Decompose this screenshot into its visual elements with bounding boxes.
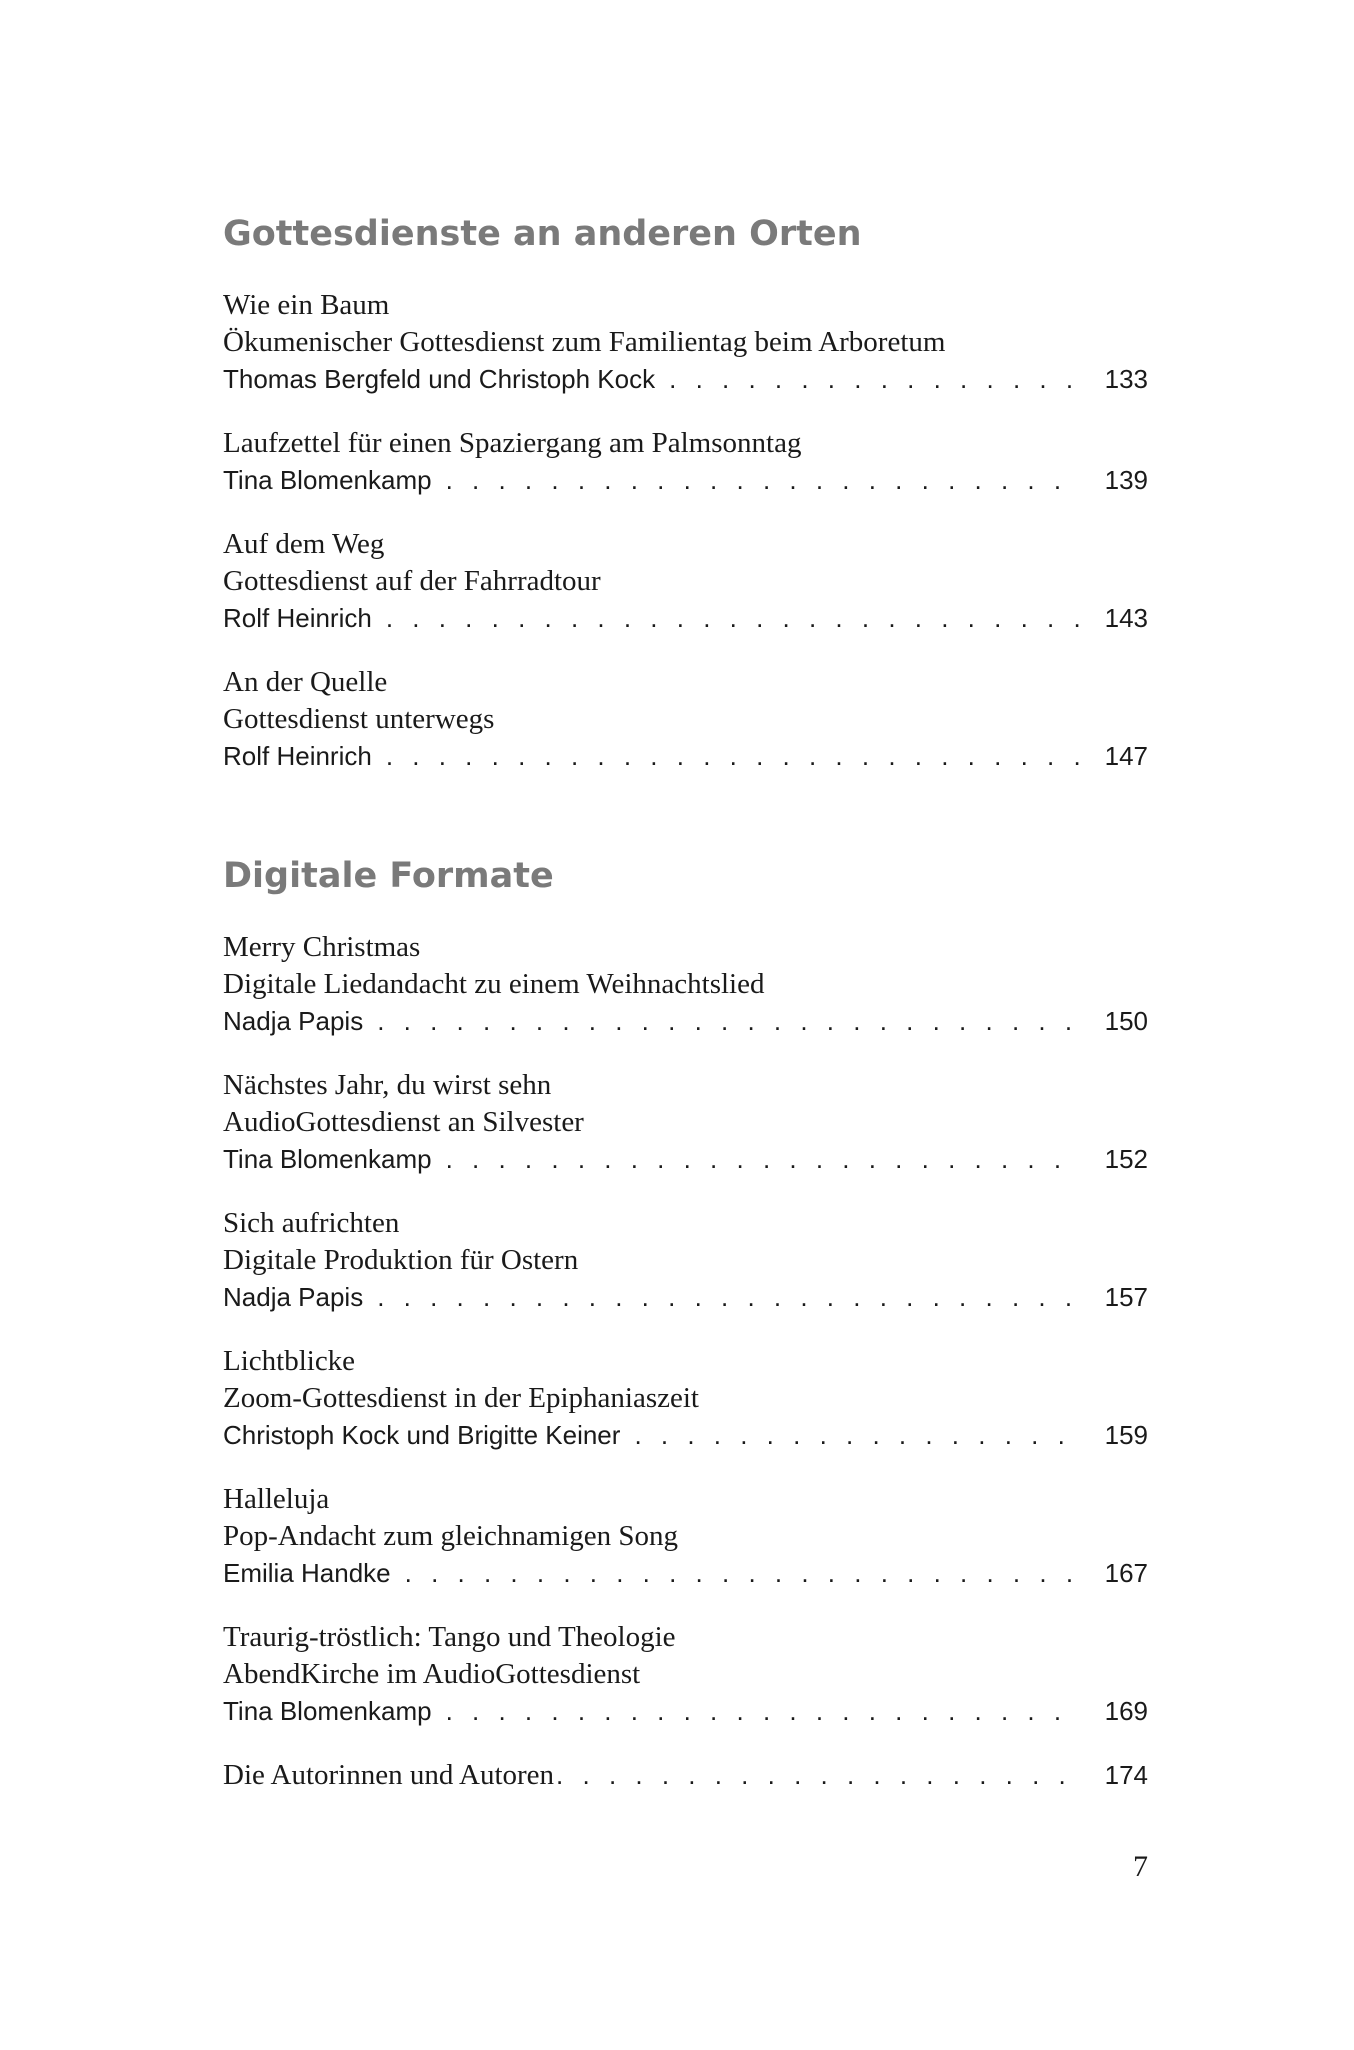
entry-author: Tina Blomenkamp: [223, 1696, 432, 1726]
author-line: [223, 738, 1148, 775]
entry-title: Halleluja: [223, 1483, 330, 1515]
dot-leader: [405, 1555, 1080, 1592]
entry-subtitle: Digitale Liedandacht zu einem Weihnachtslied: [223, 968, 765, 1000]
entry-title: An der Quelle: [223, 666, 388, 698]
toc-entry[interactable]: [223, 1067, 1148, 1178]
entry-title: Sich aufrichten: [223, 1207, 400, 1239]
entry-author: Christoph Kock und Brigitte Keiner: [223, 1420, 621, 1450]
dot-leader: [634, 1417, 1080, 1454]
author-line: [223, 1279, 1148, 1316]
page-number: 174: [1104, 1760, 1148, 1790]
page-number: 152: [1104, 1144, 1148, 1174]
entry-title: Nächstes Jahr, du wirst sehn: [223, 1069, 552, 1101]
entry-subtitle: Digitale Produktion für Ostern: [223, 1244, 579, 1276]
toc-entry[interactable]: [223, 526, 1148, 637]
entry-author: Tina Blomenkamp: [223, 465, 432, 495]
entry-author: Tina Blomenkamp: [223, 1144, 432, 1174]
entry-subtitle: Zoom-Gottesdienst in der Epiphaniaszeit: [223, 1382, 699, 1414]
page-number: 133: [1104, 364, 1148, 394]
page-number: 150: [1104, 1006, 1148, 1036]
entry-title: Laufzettel für einen Spaziergang am Palmsonntag: [223, 427, 802, 459]
dot-leader: [669, 361, 1080, 398]
dot-leader: [377, 1003, 1080, 1040]
author-line: [223, 1693, 1148, 1730]
entry-title: Traurig-tröstlich: Tango und Theologie: [223, 1621, 676, 1653]
entry-author: Nadja Papis: [223, 1282, 364, 1312]
toc-entry-authors[interactable]: [223, 1757, 1148, 1794]
toc-entry[interactable]: [223, 1205, 1148, 1316]
dot-leader: [556, 1757, 1080, 1794]
author-line: [223, 600, 1148, 637]
entry-subtitle: Ökumenischer Gottesdienst zum Familientag beim Arboretum: [223, 326, 946, 358]
toc-entry[interactable]: [223, 425, 1148, 499]
toc-entry[interactable]: [223, 1619, 1148, 1730]
toc-entry[interactable]: [223, 1481, 1148, 1592]
dot-leader: [377, 1279, 1080, 1316]
section-heading: Digitale Formate: [223, 856, 554, 896]
author-line: [223, 1141, 1148, 1178]
toc-entry[interactable]: [223, 1343, 1148, 1454]
toc-entry[interactable]: [223, 929, 1148, 1040]
author-line: [223, 462, 1148, 499]
entry-author: Thomas Bergfeld und Christoph Kock: [223, 364, 656, 394]
author-line: [223, 1555, 1148, 1592]
author-line: [223, 1003, 1148, 1040]
entry-subtitle: AudioGottesdienst an Silvester: [223, 1106, 584, 1138]
page-number: 147: [1104, 741, 1148, 771]
dot-leader: [446, 462, 1080, 499]
entry-subtitle: Gottesdienst auf der Fahrradtour: [223, 565, 601, 597]
entry-author: Emilia Handke: [223, 1558, 391, 1588]
dot-leader: [386, 600, 1080, 637]
toc-entry[interactable]: [223, 664, 1148, 775]
page-number: 143: [1104, 603, 1148, 633]
page-number: 159: [1104, 1420, 1148, 1450]
dot-leader: [446, 1693, 1080, 1730]
dot-leader: [386, 738, 1080, 775]
folio-page-number: 7: [1133, 1850, 1148, 1883]
author-line: [223, 361, 1148, 398]
entry-author: Nadja Papis: [223, 1006, 364, 1036]
page-number: 157: [1104, 1282, 1148, 1312]
toc-entry[interactable]: [223, 287, 1148, 398]
toc-page: [223, 0, 1148, 2050]
section-heading: Gottesdienste an anderen Orten: [223, 214, 862, 254]
author-line: [223, 1757, 1148, 1794]
entry-title: Wie ein Baum: [223, 289, 390, 321]
page-number: 139: [1104, 465, 1148, 495]
entry-subtitle: AbendKirche im AudioGottesdienst: [223, 1658, 641, 1690]
entry-title: Auf dem Weg: [223, 528, 385, 560]
entry-subtitle: Pop-Andacht zum gleichnamigen Song: [223, 1520, 679, 1552]
entry-subtitle: Gottesdienst unterwegs: [223, 703, 495, 735]
dot-leader: [446, 1141, 1080, 1178]
page-number: 167: [1104, 1558, 1148, 1588]
entry-author: Rolf Heinrich: [223, 741, 372, 771]
entry-title: Die Autorinnen und Autoren: [223, 1759, 555, 1791]
page-number: 169: [1104, 1696, 1148, 1726]
entry-author: Rolf Heinrich: [223, 603, 372, 633]
entry-title: Merry Christmas: [223, 931, 421, 963]
author-line: [223, 1417, 1148, 1454]
entry-title: Lichtblicke: [223, 1345, 356, 1377]
